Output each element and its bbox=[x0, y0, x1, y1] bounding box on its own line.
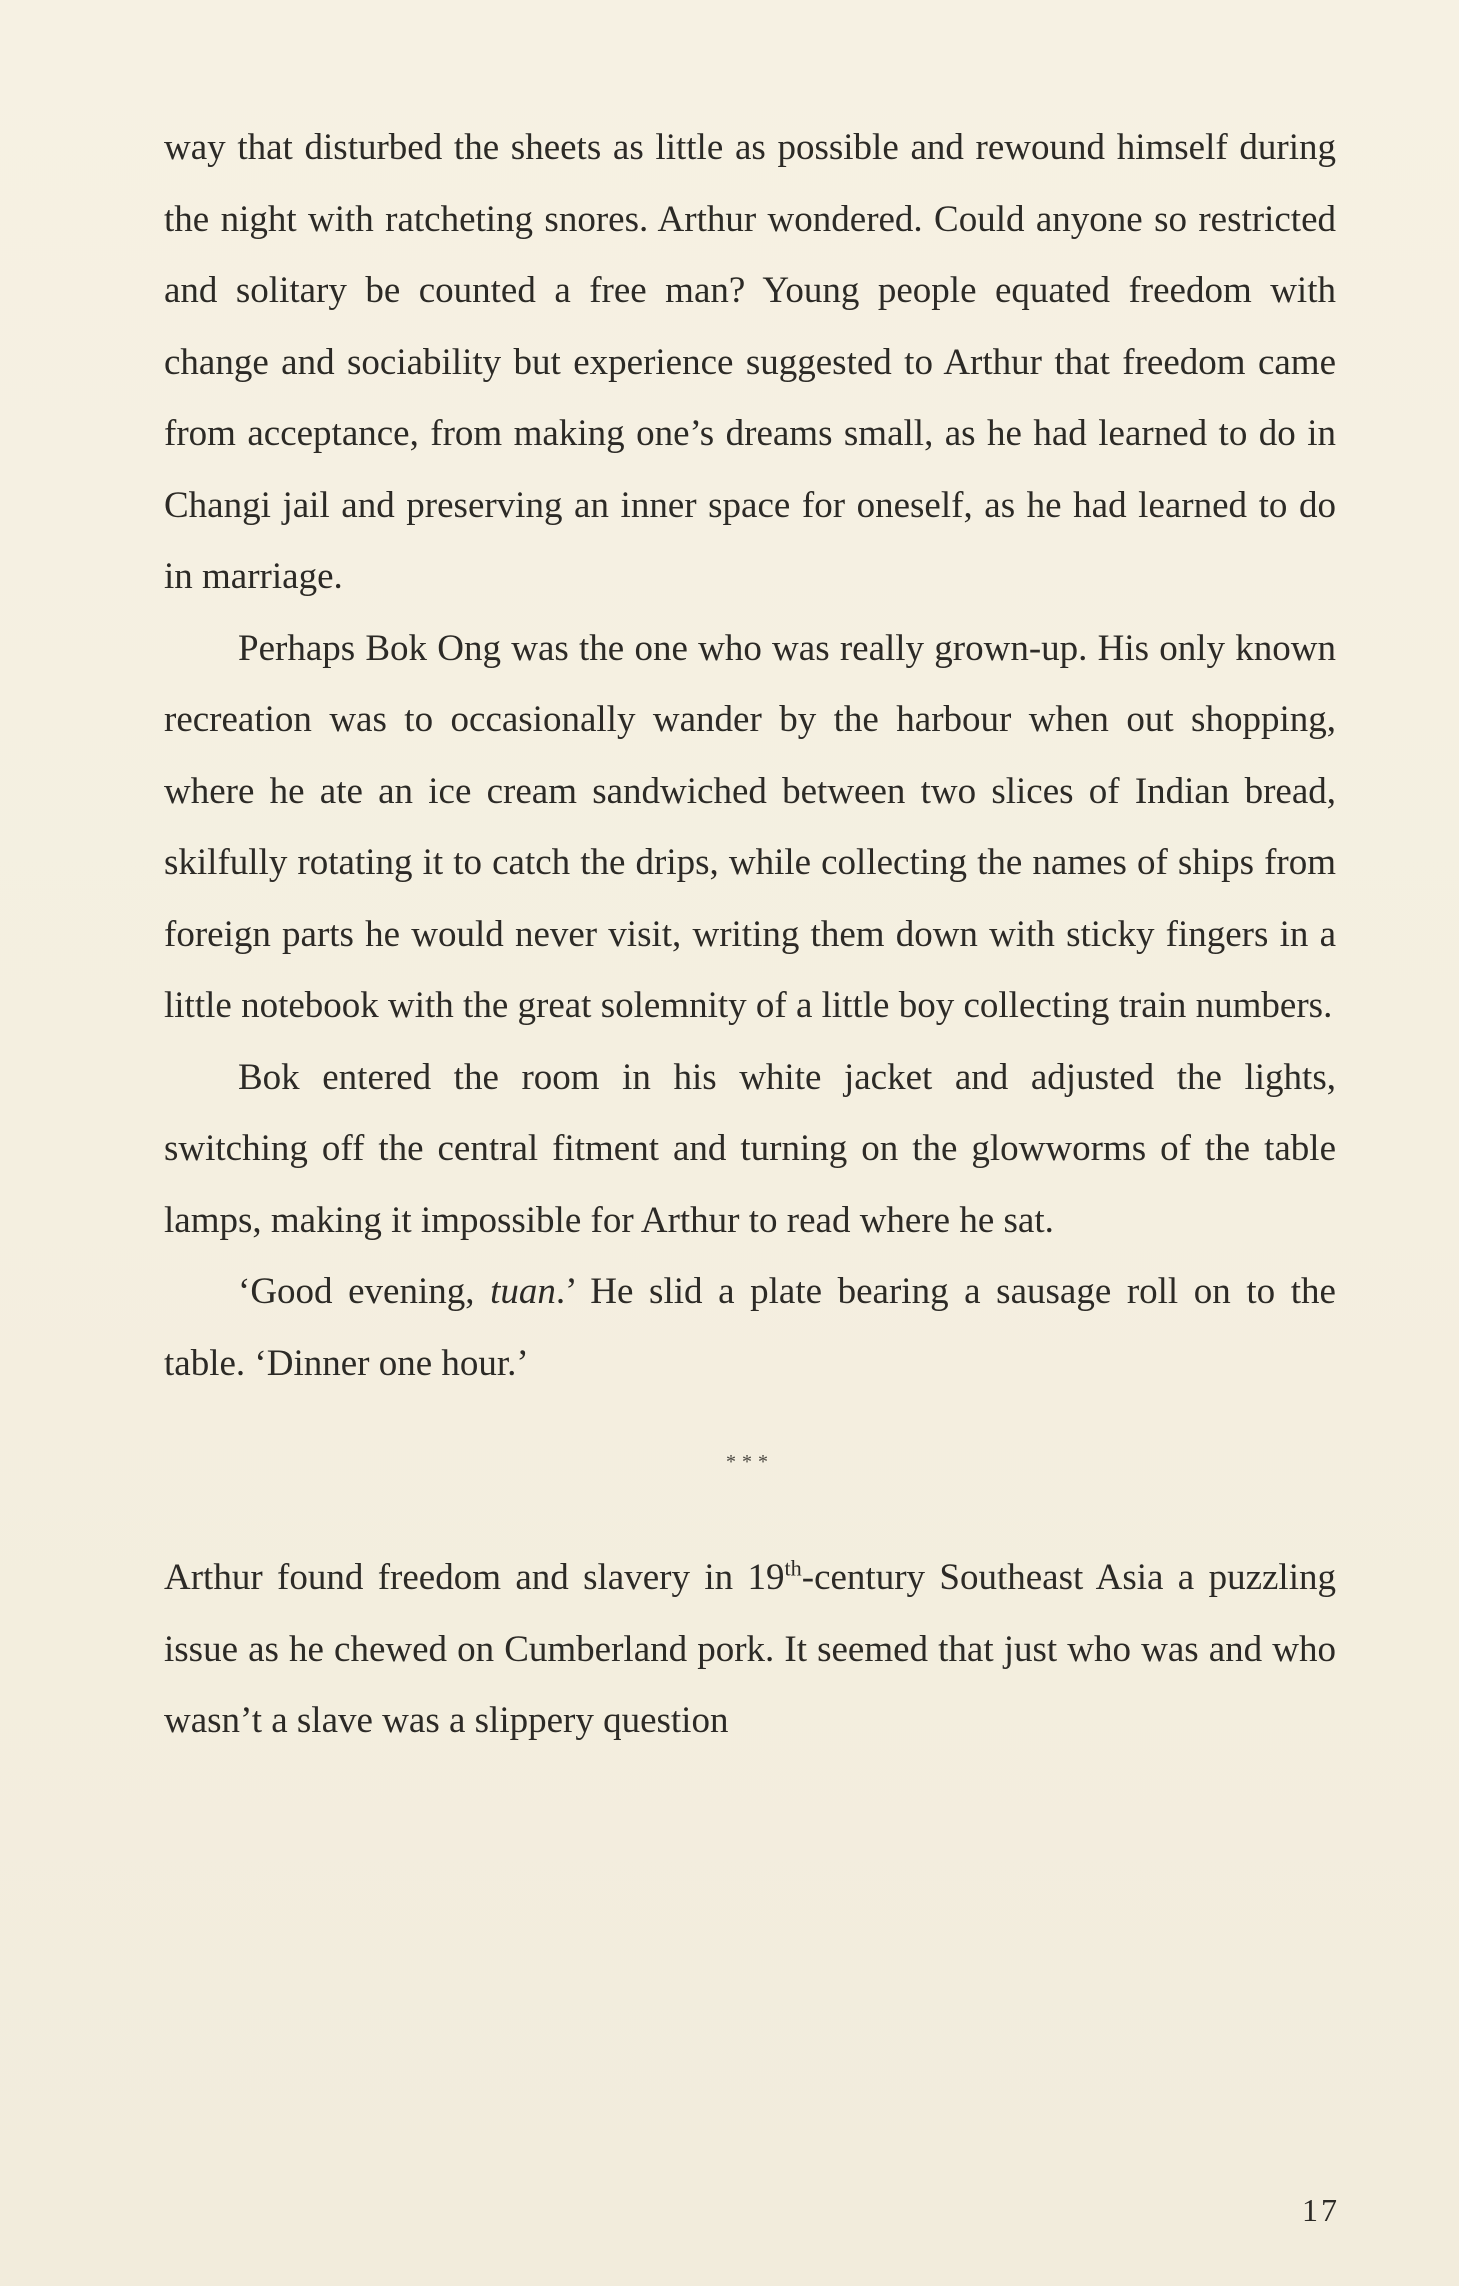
paragraph-4-italic-word: tuan bbox=[490, 1271, 556, 1312]
paragraph-2: Perhaps Bok Ong was the one who was really grown-up. His only known recreation was to occasionally wander by the harbour when out shopping, where he ate an ice cream sandwiched between two slices of Indian bread, skilfully rotating it to catch the drips, while collecting the names of ships from foreign parts he would never visit, writing them down with sticky fingers in a little notebook with the great solemnity of a little boy collecting train numbers. bbox=[164, 627, 1336, 1026]
paragraph-5 bbox=[164, 1542, 1336, 1757]
paragraph-5-start: Arthur found freedom and slavery in 19 bbox=[164, 1557, 785, 1598]
scene-break-area bbox=[164, 1399, 1336, 1542]
paragraph-1: way that disturbed the sheets as little as possible and rewound himself during the night with ratcheting snores. Arthur wondered. Could anyone so restricted and solitary be counted a free man? Young people equated freedom with change and sociability but experience suggested to Arthur that freedom came from acceptance, from making one’s dreams small, as he had learned to do in Changi jail and preserving an inner space for oneself, as he had learned to do in marriage. bbox=[164, 127, 1336, 597]
paragraph-5-end: -century Southeast Asia a puzzling issue as he chewed on Cumberland pork. It seemed that just who was and who wasn’t a slave was a slippery question bbox=[164, 1557, 1336, 1741]
paragraph-3: Bok entered the room in his white jacket and adjusted the lights, switching off the central fitment and turning on the glowworms of the table lamps, making it impossible for Arthur to read where he sat. bbox=[164, 1056, 1336, 1241]
paragraph-4-start: ‘Good evening, bbox=[238, 1271, 491, 1312]
page-number: 17 bbox=[1302, 2192, 1340, 2228]
paragraph-4-end: .’ He slid a plate bearing a sausage roll on to the table. ‘Dinner one hour.’ bbox=[164, 1271, 1336, 1384]
ordinal-suffix: th bbox=[784, 1555, 802, 1581]
body-text bbox=[164, 112, 1336, 1757]
paragraph-4 bbox=[164, 1256, 1336, 1399]
scene-break: *** bbox=[726, 1451, 774, 1473]
